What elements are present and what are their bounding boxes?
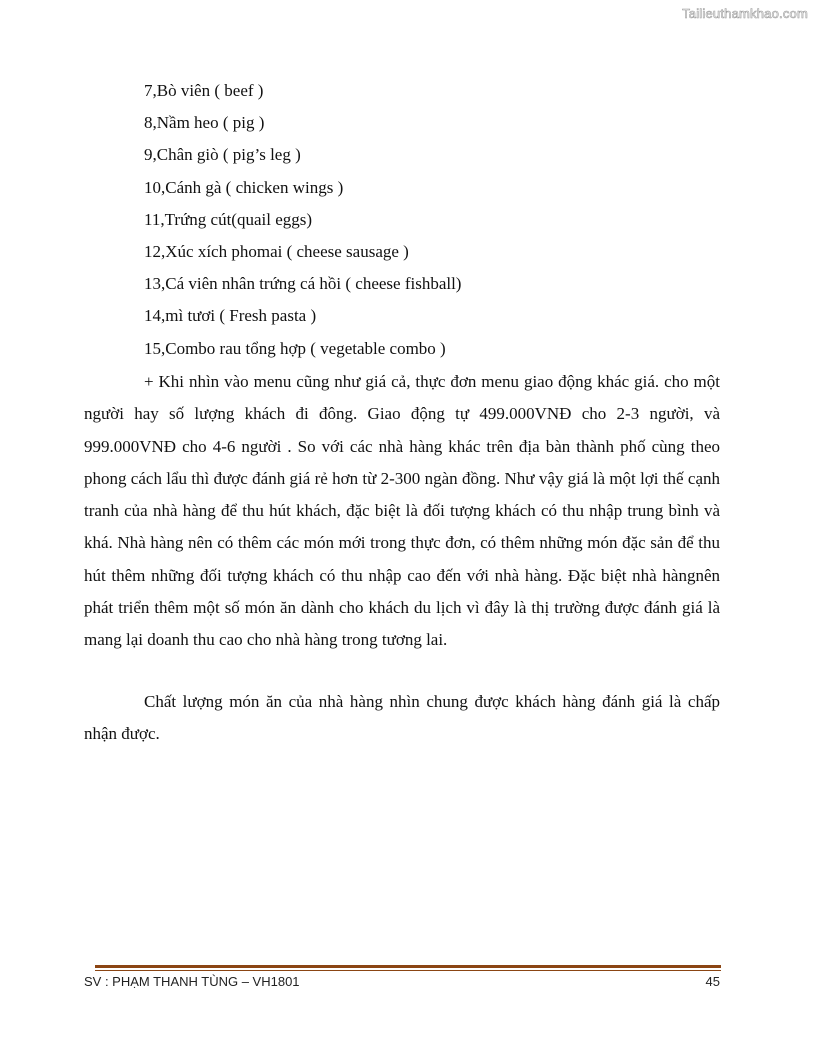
footer-author: SV : PHẠM THANH TÙNG – VH1801	[84, 974, 300, 989]
footer-divider	[95, 965, 721, 968]
list-item: 12,Xúc xích phomai ( cheese sausage )	[144, 241, 409, 261]
list-item: 10,Cánh gà ( chicken wings )	[144, 177, 344, 197]
list-item: 7,Bò viên ( beef )	[144, 81, 264, 100]
paragraph-pricing: + Khi nhìn vào menu cũng như giá cả, thực đơn menu giao động khác giá. cho một người hay số lượng khách đi đông. Giao động tự 499.000VNĐ cho 2-3 người, và 999.000VNĐ cho 4-6 người . So với các nhà hàng khác trên địa bàn thành phố cùng theo phong cách lẩu thì được đánh giá rẻ hơn từ 2-300 ngàn đồng. Như vậy giá là một lợi thế cạnh tranh của nhà hàng để thu hút khách, đặc biệt là đối tượng khách có thu nhập trung bình và khá. Nhà hàng nên có thêm các món mới trong thực đơn, có thêm những món đặc sản để thu hút thêm những đối tượng khách có thu nhập cao đến với nhà hàng. Đặc biệt nhà hàngnên phát triển thêm một số món ăn dành cho khách du lịch vì đây là thị trường được đánh giá là mang lại doanh thu cao cho nhà hàng trong tương lai.	[84, 372, 720, 650]
watermark-text: Tailieuthamkhao.com	[682, 6, 808, 21]
menu-item-list	[144, 78, 461, 368]
list-item: 11,Trứng cút(quail eggs)	[144, 209, 313, 229]
list-item: 13,Cá viên nhân trứng cá hồi ( cheese fishball)	[144, 274, 462, 294]
list-item: 8,Nầm heo ( pig )	[144, 113, 265, 133]
list-item: 15,Combo rau tổng hợp ( vegetable combo )	[144, 338, 446, 358]
paragraph-quality: Chất lượng món ăn của nhà hàng nhìn chung được khách hàng đánh giá là chấp nhận được.	[84, 692, 720, 744]
page-number: 45	[705, 974, 720, 989]
list-item: 14,mì tươi ( Fresh pasta )	[144, 306, 317, 326]
list-item: 9,Chân giò ( pig’s leg )	[144, 145, 301, 165]
footer-divider-thin	[95, 970, 721, 971]
